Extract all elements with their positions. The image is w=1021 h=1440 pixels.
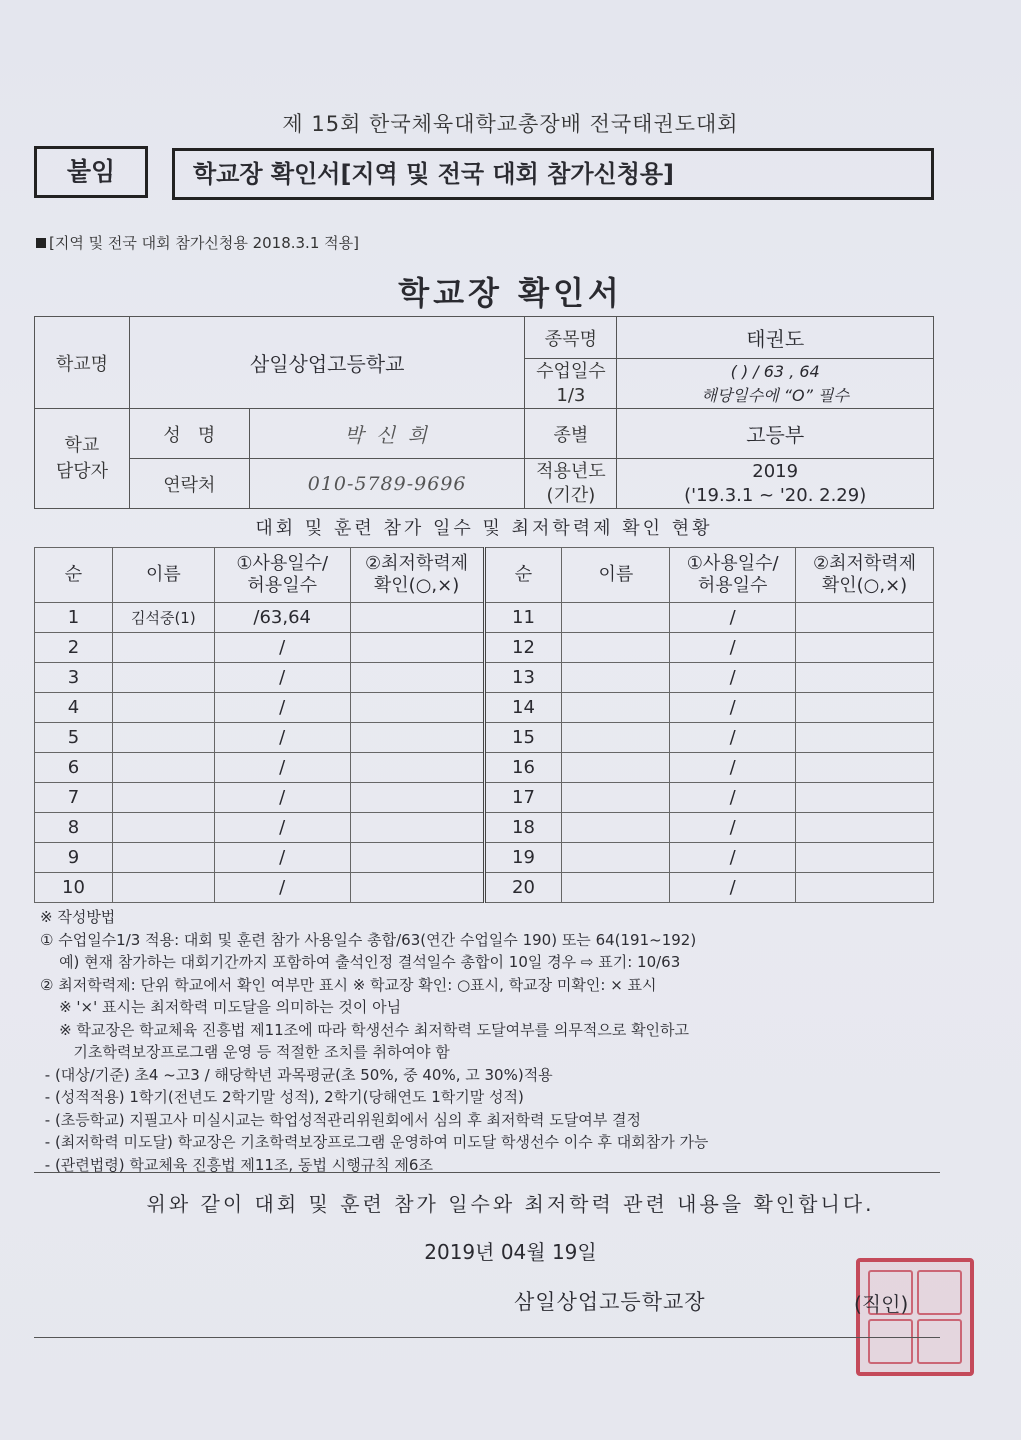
- row-min: [350, 603, 484, 633]
- row-seq: 9: [35, 843, 113, 873]
- period-value: ('19.3.1 ~ '20. 2.29): [684, 484, 867, 506]
- header-days-right: [670, 548, 796, 603]
- header-days: [214, 548, 350, 603]
- row-days-right: /: [670, 663, 796, 693]
- instructions: [40, 906, 940, 1176]
- info-table: [34, 316, 934, 509]
- row-name-right: [562, 723, 670, 753]
- instruction-line: - (최저학력 미도달) 학교장은 기초학력보장프로그램 운영하여 미도달 학생선수 이수 후 대회참가 가능: [40, 1133, 709, 1151]
- year-label-line2: (기간): [546, 484, 596, 506]
- row-seq-right: 18: [484, 813, 562, 843]
- manager-label-line2: 담당자: [55, 460, 109, 482]
- row-name-right: [562, 633, 670, 663]
- table-row: [35, 753, 934, 783]
- row-name-right: [562, 843, 670, 873]
- row-days: /: [214, 753, 350, 783]
- event-label: 종목명: [525, 317, 617, 359]
- row-seq-right: 17: [484, 783, 562, 813]
- row-name: [112, 813, 214, 843]
- manager-label: [35, 409, 130, 509]
- row-name-right: [562, 693, 670, 723]
- school-label: 학교명: [35, 317, 130, 409]
- instruction-line: 예) 현재 참가하는 대회기간까지 포함하여 출석인정 결석일수 총합이 10일 경우 ⇨ 표기: 10/63: [40, 953, 681, 971]
- row-min-right: [796, 663, 934, 693]
- instruction-line: ② 최저학력제: 단위 학교에서 확인 여부만 표시 ※ 학교장 확인: ○표시, 학교장 미확인: × 표시: [40, 975, 657, 994]
- table-row: [35, 813, 934, 843]
- attachment-label: 붙임: [34, 146, 148, 198]
- year-cell: [617, 459, 934, 509]
- confirm-statement: 위와 같이 대회 및 훈련 참가 일수와 최저학력 관련 내용을 확인합니다.: [146, 1192, 875, 1216]
- instruction-line: 기초학력보장프로그램 운영 등 적절한 조치를 취하여야 함: [40, 1043, 450, 1061]
- row-min-right: [796, 813, 934, 843]
- section-title: 대회 및 훈련 참가 일수 및 최저학력제 확인 현황: [255, 518, 713, 539]
- row-seq: 3: [35, 663, 113, 693]
- principal-name: 삼일상업고등학교장: [514, 1290, 706, 1314]
- row-seq: 8: [35, 813, 113, 843]
- row-min-right: [796, 783, 934, 813]
- table-row: [35, 693, 934, 723]
- row-seq-right: 13: [484, 663, 562, 693]
- row-days-right: /: [670, 753, 796, 783]
- row-seq: 7: [35, 783, 113, 813]
- table-row: [35, 843, 934, 873]
- row-days: /: [214, 783, 350, 813]
- header-days-right-line2: 허용일수: [697, 575, 768, 596]
- row-days: /: [214, 663, 350, 693]
- row-name: [112, 783, 214, 813]
- row-seq-right: 15: [484, 723, 562, 753]
- header-min-right-line2: 확인(○,×): [821, 575, 908, 596]
- row-days-right: /: [670, 723, 796, 753]
- division-value: 고등부: [617, 409, 934, 459]
- row-seq-right: 20: [484, 873, 562, 903]
- row-seq-right: 16: [484, 753, 562, 783]
- row-days-right: /: [670, 843, 796, 873]
- divider: [34, 1172, 940, 1173]
- name-label: 성 명: [129, 409, 249, 459]
- row-days: /63,64: [214, 603, 350, 633]
- document-heading: 학교장 확인서[지역 및 전국 대회 참가신청용]: [172, 148, 934, 200]
- seal-label: (직인): [854, 1292, 909, 1316]
- seal-glyph: [917, 1319, 962, 1364]
- row-min-right: [796, 603, 934, 633]
- row-seq-right: 14: [484, 693, 562, 723]
- row-seq: 2: [35, 633, 113, 663]
- days-note: 해당일수에 “O” 필수: [701, 385, 849, 405]
- participation-table: [34, 547, 934, 903]
- row-min-right: [796, 873, 934, 903]
- row-seq: 1: [35, 603, 113, 633]
- instruction-line: ※ 작성방법: [40, 908, 116, 926]
- row-name-right: [562, 603, 670, 633]
- row-seq: 4: [35, 693, 113, 723]
- square-bullet-icon: [36, 238, 46, 248]
- row-name: [112, 633, 214, 663]
- row-name: [112, 753, 214, 783]
- row-days: /: [214, 843, 350, 873]
- school-name: 삼일상업고등학교: [129, 317, 525, 409]
- header-days-line1: ①사용일수/: [236, 553, 329, 574]
- row-name-right: [562, 663, 670, 693]
- row-seq-right: 11: [484, 603, 562, 633]
- row-name-right: [562, 783, 670, 813]
- year-value: 2019: [752, 460, 799, 482]
- row-days-right: /: [670, 633, 796, 663]
- table-row: [35, 873, 934, 903]
- row-min: [350, 753, 484, 783]
- row-seq: 6: [35, 753, 113, 783]
- row-min: [350, 633, 484, 663]
- row-min-right: [796, 753, 934, 783]
- row-days-right: /: [670, 813, 796, 843]
- days-value: ( ) / 63 , 64: [730, 361, 820, 381]
- header-min: [350, 548, 484, 603]
- row-name: 김석중(1): [112, 603, 214, 633]
- row-days: /: [214, 813, 350, 843]
- header-days-right-line1: ①사용일수/: [686, 553, 779, 574]
- row-name: [112, 843, 214, 873]
- row-min-right: [796, 693, 934, 723]
- days-label-line1: 수업일수: [536, 360, 606, 382]
- official-seal-icon: [856, 1258, 974, 1376]
- instruction-line: ※ '×' 표시는 최저학력 미도달을 의미하는 것이 아님: [40, 998, 402, 1016]
- days-cell: [617, 359, 934, 409]
- table-row: [35, 723, 934, 753]
- table-row: [35, 663, 934, 693]
- row-min: [350, 843, 484, 873]
- issue-date: 2019년 04월 19일: [424, 1240, 597, 1264]
- note-line: [36, 232, 359, 253]
- row-name: [112, 693, 214, 723]
- row-name: [112, 723, 214, 753]
- year-label-line1: 적용년도: [536, 460, 606, 482]
- row-min: [350, 873, 484, 903]
- table-row: [35, 633, 934, 663]
- form-title: 학교장 확인서: [398, 274, 623, 312]
- row-seq-right: 19: [484, 843, 562, 873]
- row-min-right: [796, 633, 934, 663]
- event-title: 제 15회 한국체육대학교총장배 전국태권도대회: [282, 112, 739, 136]
- row-min: [350, 783, 484, 813]
- header-min-line2: 확인(○,×): [373, 575, 460, 596]
- header-min-right-line1: ②최저학력제: [813, 553, 917, 574]
- event-value: 태권도: [617, 317, 934, 359]
- name-value: 박 신 희: [249, 409, 525, 459]
- row-days-right: /: [670, 603, 796, 633]
- division-label: 종별: [525, 409, 617, 459]
- row-name: [112, 663, 214, 693]
- days-label: [525, 359, 617, 409]
- row-seq: 5: [35, 723, 113, 753]
- row-seq: 10: [35, 873, 113, 903]
- row-days-right: /: [670, 693, 796, 723]
- seal-glyph: [917, 1270, 962, 1315]
- row-min: [350, 693, 484, 723]
- row-min: [350, 723, 484, 753]
- year-label: [525, 459, 617, 509]
- row-days: /: [214, 723, 350, 753]
- row-min: [350, 813, 484, 843]
- contact-value: 010-5789-9696: [249, 459, 525, 509]
- row-days: /: [214, 873, 350, 903]
- header-min-line1: ②최저학력제: [365, 553, 469, 574]
- instruction-line: - (관련법령) 학교체육 진흥법 제11조, 동법 시행규칙 제6조: [40, 1155, 433, 1174]
- row-min-right: [796, 843, 934, 873]
- header-seq-right: 순: [484, 548, 562, 603]
- row-days-right: /: [670, 873, 796, 903]
- table-row: [35, 783, 934, 813]
- row-name: [112, 873, 214, 903]
- manager-label-line1: 학교: [64, 434, 100, 456]
- note-text: [지역 및 전국 대회 참가신청용 2018.3.1 적용]: [49, 234, 359, 252]
- header-days-line2: 허용일수: [247, 575, 317, 596]
- instruction-line: ※ 학교장은 학교체육 진흥법 제11조에 따라 학생선수 최저학력 도달여부를 의무적으로 확인하고: [40, 1020, 690, 1039]
- row-name-right: [562, 813, 670, 843]
- header-name: 이름: [112, 548, 214, 603]
- table-header-row: [35, 548, 934, 603]
- row-seq-right: 12: [484, 633, 562, 663]
- table-row: [35, 603, 934, 633]
- divider: [34, 1337, 940, 1338]
- row-days-right: /: [670, 783, 796, 813]
- row-min: [350, 663, 484, 693]
- row-days: /: [214, 633, 350, 663]
- instruction-line: - (대상/기준) 초4 ~고3 / 해당학년 과목평균(초 50%, 중 40%, 고 30%)적용: [40, 1065, 553, 1084]
- seal-glyph: [868, 1319, 913, 1364]
- instruction-line: - (초등학교) 지필고사 미실시교는 학업성적관리위원회에서 심의 후 최저학력 도달여부 결정: [40, 1110, 641, 1129]
- instruction-line: - (성적적용) 1학기(전년도 2학기말 성적), 2학기(당해연도 1학기말 성적): [40, 1088, 524, 1106]
- instruction-line: ① 수업일수1/3 적용: 대회 및 훈련 참가 사용일수 총합/63(연간 수업일수 190) 또는 64(191~192): [40, 930, 697, 949]
- header-seq: 순: [35, 548, 113, 603]
- row-min-right: [796, 723, 934, 753]
- header-name-right: 이름: [562, 548, 670, 603]
- contact-label: 연락처: [129, 459, 249, 509]
- row-days: /: [214, 693, 350, 723]
- row-name-right: [562, 753, 670, 783]
- header-min-right: [796, 548, 934, 603]
- row-name-right: [562, 873, 670, 903]
- days-label-line2: 1/3: [556, 384, 586, 406]
